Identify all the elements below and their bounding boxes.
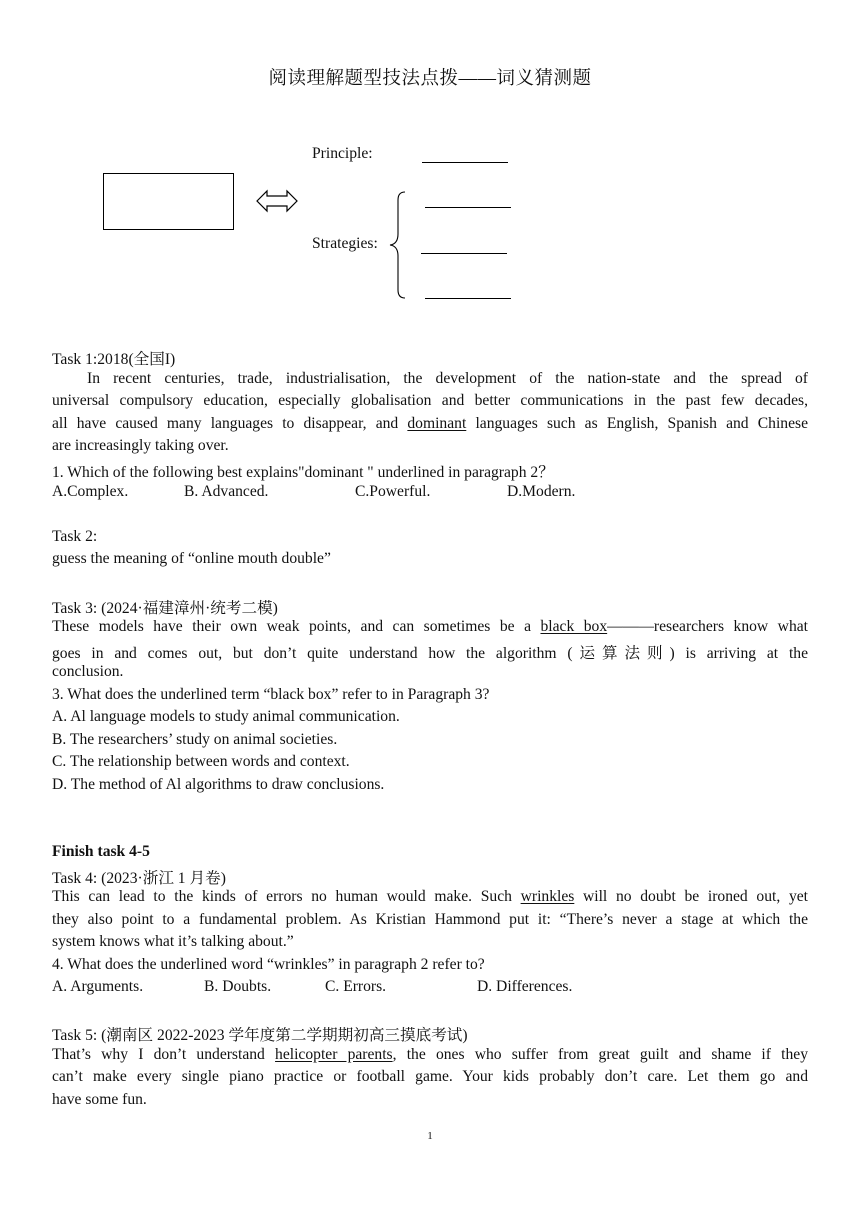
task4-line-1a: This can lead to the kinds of errors no human would make. Such	[52, 888, 521, 905]
strategies-label: Strategies:	[312, 235, 378, 252]
strategy-blank-2	[421, 253, 507, 254]
brace-icon	[388, 190, 408, 305]
task4-heading: Task 4: (2023·浙江 1 月卷)	[52, 870, 226, 887]
task3-line-1	[52, 618, 808, 636]
underlined-wrinkles: wrinkles	[520, 888, 575, 905]
task1-line-3a: all have caused many languages to disappear, and	[52, 415, 408, 432]
task1-option-c: C.Powerful.	[355, 483, 431, 500]
concept-box	[103, 173, 234, 230]
task3-question: 3. What does the underlined term “black box” refer to in Paragraph 3?	[52, 686, 490, 703]
task3-line-1b: ———researchers know what	[607, 618, 808, 635]
task4-option-c: C. Errors.	[325, 978, 387, 995]
underlined-black-box: black box	[540, 618, 608, 635]
page-title: 阅读理解题型技法点拨——词义猜测题	[268, 69, 592, 89]
task3-line-3: conclusion.	[52, 663, 124, 680]
underlined-helicopter-parents: helicopter parents	[275, 1046, 393, 1063]
task5-line-1	[52, 1046, 808, 1064]
task5-line-2: can’t make every single piano practice or football game. Your kids probably don’t care. Let them go and	[52, 1068, 808, 1085]
task5-line-1a: That’s why I don’t understand	[52, 1046, 276, 1063]
task3-option-b: B. The researchers’ study on animal societies.	[52, 731, 338, 748]
task3-option-c: C. The relationship between words and context.	[52, 753, 350, 770]
task5-line-3: have some fun.	[52, 1091, 147, 1108]
task3-line-1a: These models have their own weak points, and can sometimes be a	[52, 618, 541, 635]
underlined-dominant: dominant	[407, 415, 467, 432]
principle-label: Principle:	[312, 145, 373, 162]
task3-line-2: goes in and comes out, but don’t quite understand how the algorithm (运算法则) is arriving at the	[52, 645, 808, 662]
principle-blank	[422, 162, 508, 163]
task4-option-a: A. Arguments.	[52, 978, 144, 995]
task4-line-1	[52, 888, 808, 906]
finish-heading: Finish task 4-5	[52, 843, 150, 860]
task4-option-d: D. Differences.	[477, 978, 573, 995]
task3-option-a: A. Al language models to study animal communication.	[52, 708, 400, 725]
task5-heading: Task 5: (潮南区 2022-2023 学年度第二学期期初高三摸底考试)	[52, 1027, 468, 1044]
task5-line-1b: , the ones who suffer from great guilt and shame if they	[392, 1046, 808, 1063]
task4-question: 4. What does the underlined word “wrinkles” in paragraph 2 refer to?	[52, 956, 485, 973]
task2-heading: Task 2:	[52, 528, 98, 545]
double-arrow-icon	[255, 188, 299, 219]
task4-option-b: B. Doubts.	[204, 978, 272, 995]
task4-line-2: they also point to a fundamental problem. As Kristian Hammond put it: “There’s never a stage at which the	[52, 911, 808, 928]
task1-option-d: D.Modern.	[507, 483, 576, 500]
task3-heading: Task 3: (2024·福建漳州·统考二模)	[52, 600, 278, 617]
task1-option-b: B. Advanced.	[184, 483, 269, 500]
task3-option-d: D. The method of Al algorithms to draw conclusions.	[52, 776, 385, 793]
page-number: 1	[427, 1130, 433, 1142]
task2-text: guess the meaning of “online mouth double”	[52, 550, 331, 567]
task4-line-3: system knows what it’s talking about.”	[52, 933, 294, 950]
task1-line-3	[52, 415, 808, 433]
task1-line-1: In recent centuries, trade, industrialisation, the development of the nation-state and the spread of	[87, 370, 808, 387]
task1-line-3b: languages such as English, Spanish and Chinese	[466, 415, 808, 432]
strategy-blank-3	[425, 298, 511, 299]
task1-option-a: A.Complex.	[52, 483, 129, 500]
task1-line-4: are increasingly taking over.	[52, 437, 229, 454]
strategy-blank-1	[425, 207, 511, 208]
task4-line-1b: will no doubt be ironed out, yet	[574, 888, 808, 905]
task1-line-2: universal compulsory education, especially globalisation and better communications in the past few decades,	[52, 392, 808, 409]
task1-question: 1. Which of the following best explains"dominant " underlined in paragraph 2？	[52, 464, 554, 481]
task1-heading: Task 1:2018(全国I)	[52, 351, 176, 368]
